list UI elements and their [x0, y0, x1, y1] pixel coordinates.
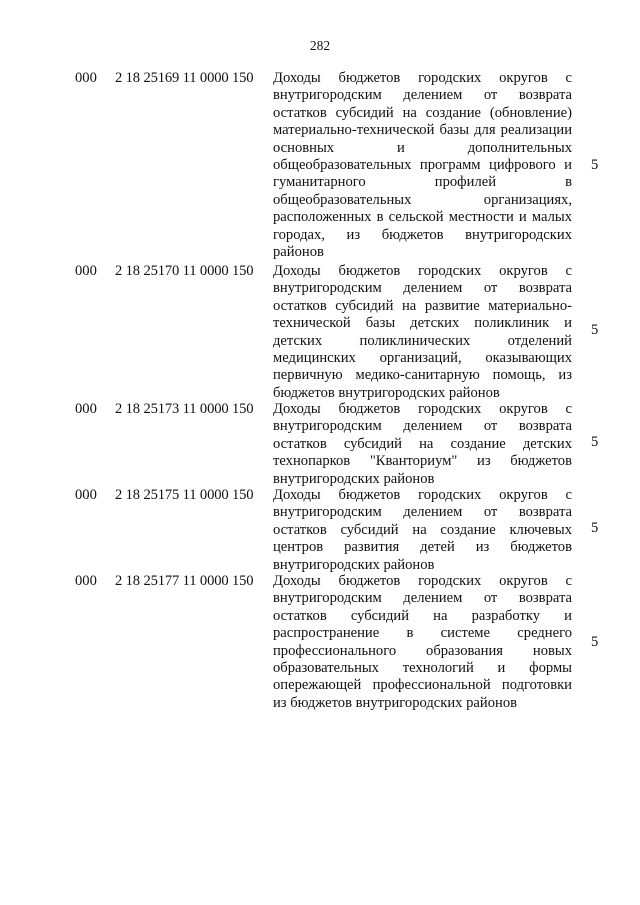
row-description: Доходы бюджетов городских округов с внутригородским делением от возврата остатков субсидий на создание детских технопарков "Кванториум" из бюджетов внутригородских районов	[273, 401, 572, 487]
row-description: Доходы бюджетов городских округов с внутригородским делением от возврата остатков субсидий на разработку и распространение в системе среднего профессионального образования новых образовательных технологий и формы опережающей профессиональной подготовки из бюджетов внутригородских районов	[273, 573, 572, 711]
admin-code: 000	[75, 401, 97, 417]
norm-value: 5	[591, 520, 599, 536]
kbk-code: 2 18 25173 11 0000 150	[115, 401, 254, 417]
norm-value: 5	[591, 157, 599, 173]
row-description: Доходы бюджетов городских округов с внутригородским делением от возврата остатков субсидий на создание (обновление) материально-технической базы для реализации основных и дополнительных общеобразовательных программ цифрового и гуманитарного профилей в общеобразовательных организациях, расположенных в сельской местности и малых городах, из бюджетов внутригородских районов	[273, 70, 572, 261]
kbk-code: 2 18 25169 11 0000 150	[115, 70, 254, 86]
kbk-code: 2 18 25177 11 0000 150	[115, 573, 254, 589]
admin-code: 000	[75, 70, 97, 86]
admin-code: 000	[75, 573, 97, 589]
norm-value: 5	[591, 322, 599, 338]
admin-code: 000	[75, 263, 97, 279]
admin-code: 000	[75, 487, 97, 503]
norm-value: 5	[591, 634, 599, 650]
row-description: Доходы бюджетов городских округов с внутригородским делением от возврата остатков субсидий на развитие материально-технической базы детских поликлиник и детских поликлинических отделений медицинских организаций, оказывающих первичную медико-санитарную помощь, из бюджетов внутригородских районов	[273, 263, 572, 401]
norm-value: 5	[591, 434, 599, 450]
kbk-code: 2 18 25175 11 0000 150	[115, 487, 254, 503]
kbk-code: 2 18 25170 11 0000 150	[115, 263, 254, 279]
row-description: Доходы бюджетов городских округов с внутригородским делением от возврата остатков субсидий на создание ключевых центров развития детей из бюджетов внутригородских районов	[273, 487, 572, 573]
page-number: 282	[309, 38, 331, 53]
